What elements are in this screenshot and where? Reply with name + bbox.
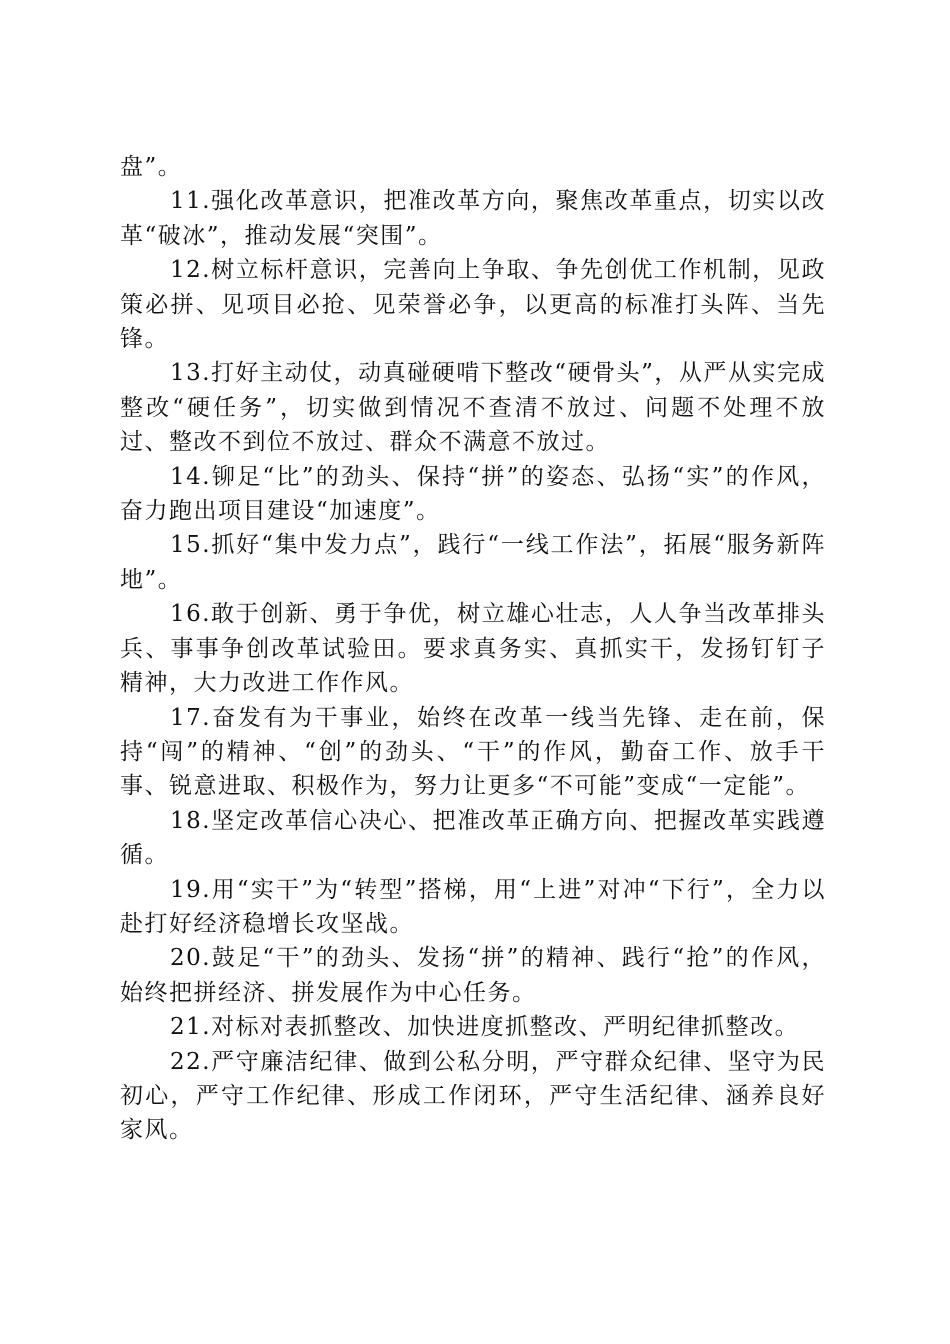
paragraph-item-17: 17.奋发有为干事业，始终在改革一线当先锋、走在前，保持“闯”的精神、“创”的劲头、“干”的作风，勤奋工作、放手干事、锐意进取、积极作为，努力让更多“不可能”变成“一定能”。 — [120, 704, 826, 800]
paragraph-item-21: 21.对标对表抓整改、加快进度抓整改、严明纪律抓整改。 — [170, 1014, 800, 1041]
paragraph-item-20: 20.鼓足“干”的劲头、发扬“拼”的精神、践行“抢”的作风，始终把拼经济、拼发展作为中心任务。 — [120, 945, 826, 1006]
paragraph-item-12: 12.树立标杆意识，完善向上争取、争先创优工作机制，见政策必拼、见项目必抢、见荣誉必争，以更高的标准打头阵、当先锋。 — [120, 257, 826, 353]
paragraph-item-22: 22.严守廉洁纪律、做到公私分明，严守群众纪律、坚守为民初心，严守工作纪律、形成工作闭环，严守生活纪律、涵养良好家风。 — [120, 1048, 826, 1144]
document-body — [120, 150, 826, 1148]
paragraph-continuation: 盘”。 — [120, 154, 183, 180]
paragraph-item-19: 19.用“实干”为“转型”搭梯，用“上进”对冲“下行”，全力以赴打好经济稳增长攻坚战。 — [120, 876, 826, 937]
paragraph-item-18: 18.坚定改革信心决心、把准改革正确方向、把握改革实践遵循。 — [120, 807, 826, 869]
paragraph-item-14: 14.铆足“比”的劲头、保持“拼”的姿态、弘扬“实”的作风，奋力跑出项目建设“加速度”。 — [120, 463, 826, 525]
paragraph-item-15: 15.抓好“集中发力点”，践行“一线工作法”，拓展“服务新阵地”。 — [120, 532, 826, 593]
paragraph-item-11: 11.强化改革意识，把准改革方向，聚焦改革重点，切实以改革“破冰”，推动发展“突围”。 — [120, 188, 826, 249]
paragraph-item-16: 16.敢于创新、勇于争优，树立雄心壮志，人人争当改革排头兵、事事争创改革试验田。要求真务实、真抓实干，发扬钉钉子精神，大力改进工作作风。 — [120, 601, 826, 697]
paragraph-item-13: 13.打好主动仗，动真碰硬啃下整改“硬骨头”，从严从实完成整改“硬任务”，切实做到情况不查清不放过、问题不处理不放过、整改不到位不放过、群众不满意不放过。 — [120, 360, 826, 456]
